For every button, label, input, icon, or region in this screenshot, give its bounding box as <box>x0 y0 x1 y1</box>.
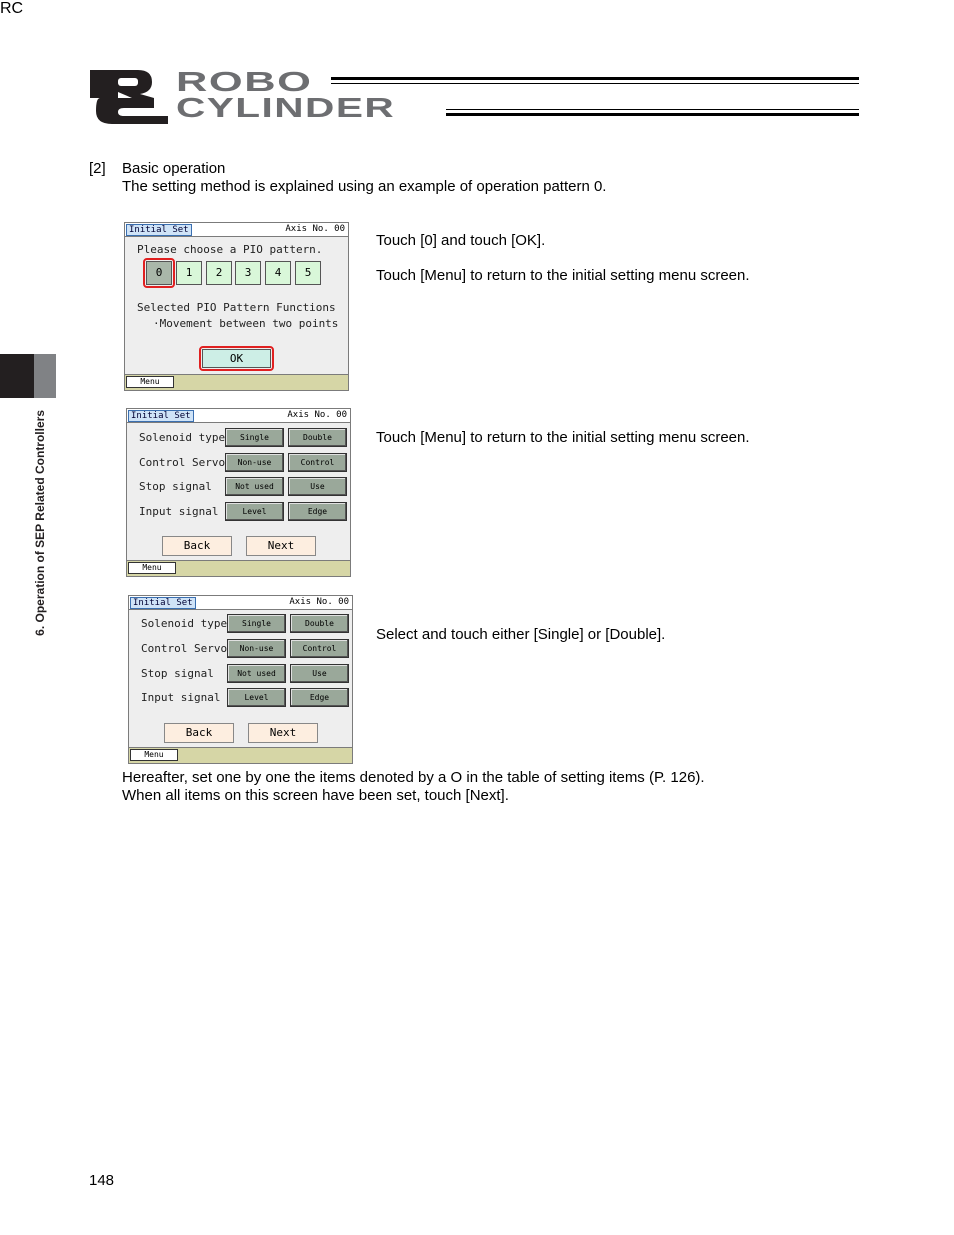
row-label-solenoid: Solenoid type <box>141 617 228 630</box>
pattern-button-0[interactable]: 0 <box>146 261 172 285</box>
pattern-button-3[interactable]: 3 <box>235 261 261 285</box>
footer-text-line2: When all items on this screen have been set, touch [Next]. <box>122 787 509 804</box>
pattern-button-1[interactable]: 1 <box>176 261 202 285</box>
axis-number: Axis No. 00 <box>285 224 345 234</box>
logo-word-cylinder: CYLINDER <box>176 92 396 123</box>
header-rule-bottom-thick <box>446 113 859 116</box>
screen-titlebar <box>127 409 350 423</box>
screen-titlebar <box>129 596 352 610</box>
row-label-stop-signal: Stop signal <box>141 667 214 680</box>
header-rule-top-thin <box>331 83 859 84</box>
pattern-button-5[interactable]: 5 <box>295 261 321 285</box>
menu-button[interactable]: Menu <box>130 749 178 761</box>
instruction-step3: Select and touch either [Single] or [Double]. <box>376 626 666 643</box>
screen-menubar <box>129 747 352 763</box>
screen-titlebar <box>125 223 348 237</box>
row-label-input-signal: Input signal <box>139 505 219 518</box>
initial-set-screen-2 <box>126 408 351 577</box>
screen-title: Initial Set <box>126 224 192 236</box>
pattern-button-2[interactable]: 2 <box>206 261 232 285</box>
next-button[interactable]: Next <box>246 536 316 556</box>
header-rule-bottom-thin <box>446 109 859 110</box>
back-button[interactable]: Back <box>164 723 234 743</box>
pio-prompt: Please choose a PIO pattern. <box>137 243 323 256</box>
selected-pattern-desc: ·Movement between two points <box>153 317 339 330</box>
chapter-side-label: 6. Operation of SEP Related Controllers <box>33 410 47 636</box>
non-use-button[interactable]: Non-use <box>227 639 286 658</box>
menu-button[interactable]: Menu <box>126 376 174 388</box>
not-used-button[interactable]: Not used <box>227 664 286 683</box>
initial-set-screen-3 <box>128 595 353 764</box>
level-button[interactable]: Level <box>227 688 286 707</box>
section-heading: Basic operation <box>122 160 226 177</box>
row-label-stop-signal: Stop signal <box>139 480 212 493</box>
edge-button[interactable]: Edge <box>290 688 349 707</box>
back-button[interactable]: Back <box>162 536 232 556</box>
next-button[interactable]: Next <box>248 723 318 743</box>
screen-menubar <box>127 560 350 576</box>
chapter-tab-dark <box>0 354 34 398</box>
axis-number: Axis No. 00 <box>289 597 349 607</box>
non-use-button[interactable]: Non-use <box>225 453 284 472</box>
menu-button[interactable]: Menu <box>128 562 176 574</box>
screen-title: Initial Set <box>128 410 194 422</box>
chapter-tab-grey <box>34 354 56 398</box>
rc-logo-mark-icon <box>88 68 170 124</box>
axis-number: Axis No. 00 <box>287 410 347 420</box>
page-number: 148 <box>89 1172 115 1189</box>
footer-text-line1: Hereafter, set one by one the items denoted by a O in the table of setting items (P. 126). <box>122 769 705 786</box>
not-used-button[interactable]: Not used <box>225 477 284 496</box>
pio-pattern-screen <box>124 222 349 391</box>
row-label-control-servo: Control Servo <box>139 456 226 469</box>
section-number: [2] <box>89 160 106 177</box>
robo-cylinder-logo: RC ROBO CYLINDER <box>0 0 954 18</box>
logo-word-robo: ROBO <box>176 66 313 97</box>
double-button[interactable]: Double <box>290 614 349 633</box>
instruction-step1-a: Touch [0] and touch [OK]. <box>376 232 546 249</box>
header-rule-top-thick <box>331 77 859 80</box>
row-label-input-signal: Input signal <box>141 691 221 704</box>
row-label-control-servo: Control Servo <box>141 642 228 655</box>
selected-pattern-heading: Selected PIO Pattern Functions <box>137 301 336 314</box>
ok-button[interactable]: OK <box>202 349 271 368</box>
instruction-step1-b: Touch [Menu] to return to the initial setting menu screen. <box>376 267 750 284</box>
single-button[interactable]: Single <box>227 614 286 633</box>
control-button[interactable]: Control <box>290 639 349 658</box>
instruction-step2: Touch [Menu] to return to the initial setting menu screen. <box>376 429 750 446</box>
use-button[interactable]: Use <box>288 477 347 496</box>
control-button[interactable]: Control <box>288 453 347 472</box>
double-button[interactable]: Double <box>288 428 347 447</box>
section-intro: The setting method is explained using an example of operation pattern 0. <box>122 178 607 195</box>
screen-title: Initial Set <box>130 597 196 609</box>
row-label-solenoid: Solenoid type <box>139 431 226 444</box>
use-button[interactable]: Use <box>290 664 349 683</box>
single-button[interactable]: Single <box>225 428 284 447</box>
screen-menubar <box>125 374 348 390</box>
pattern-button-4[interactable]: 4 <box>265 261 291 285</box>
level-button[interactable]: Level <box>225 502 284 521</box>
edge-button[interactable]: Edge <box>288 502 347 521</box>
